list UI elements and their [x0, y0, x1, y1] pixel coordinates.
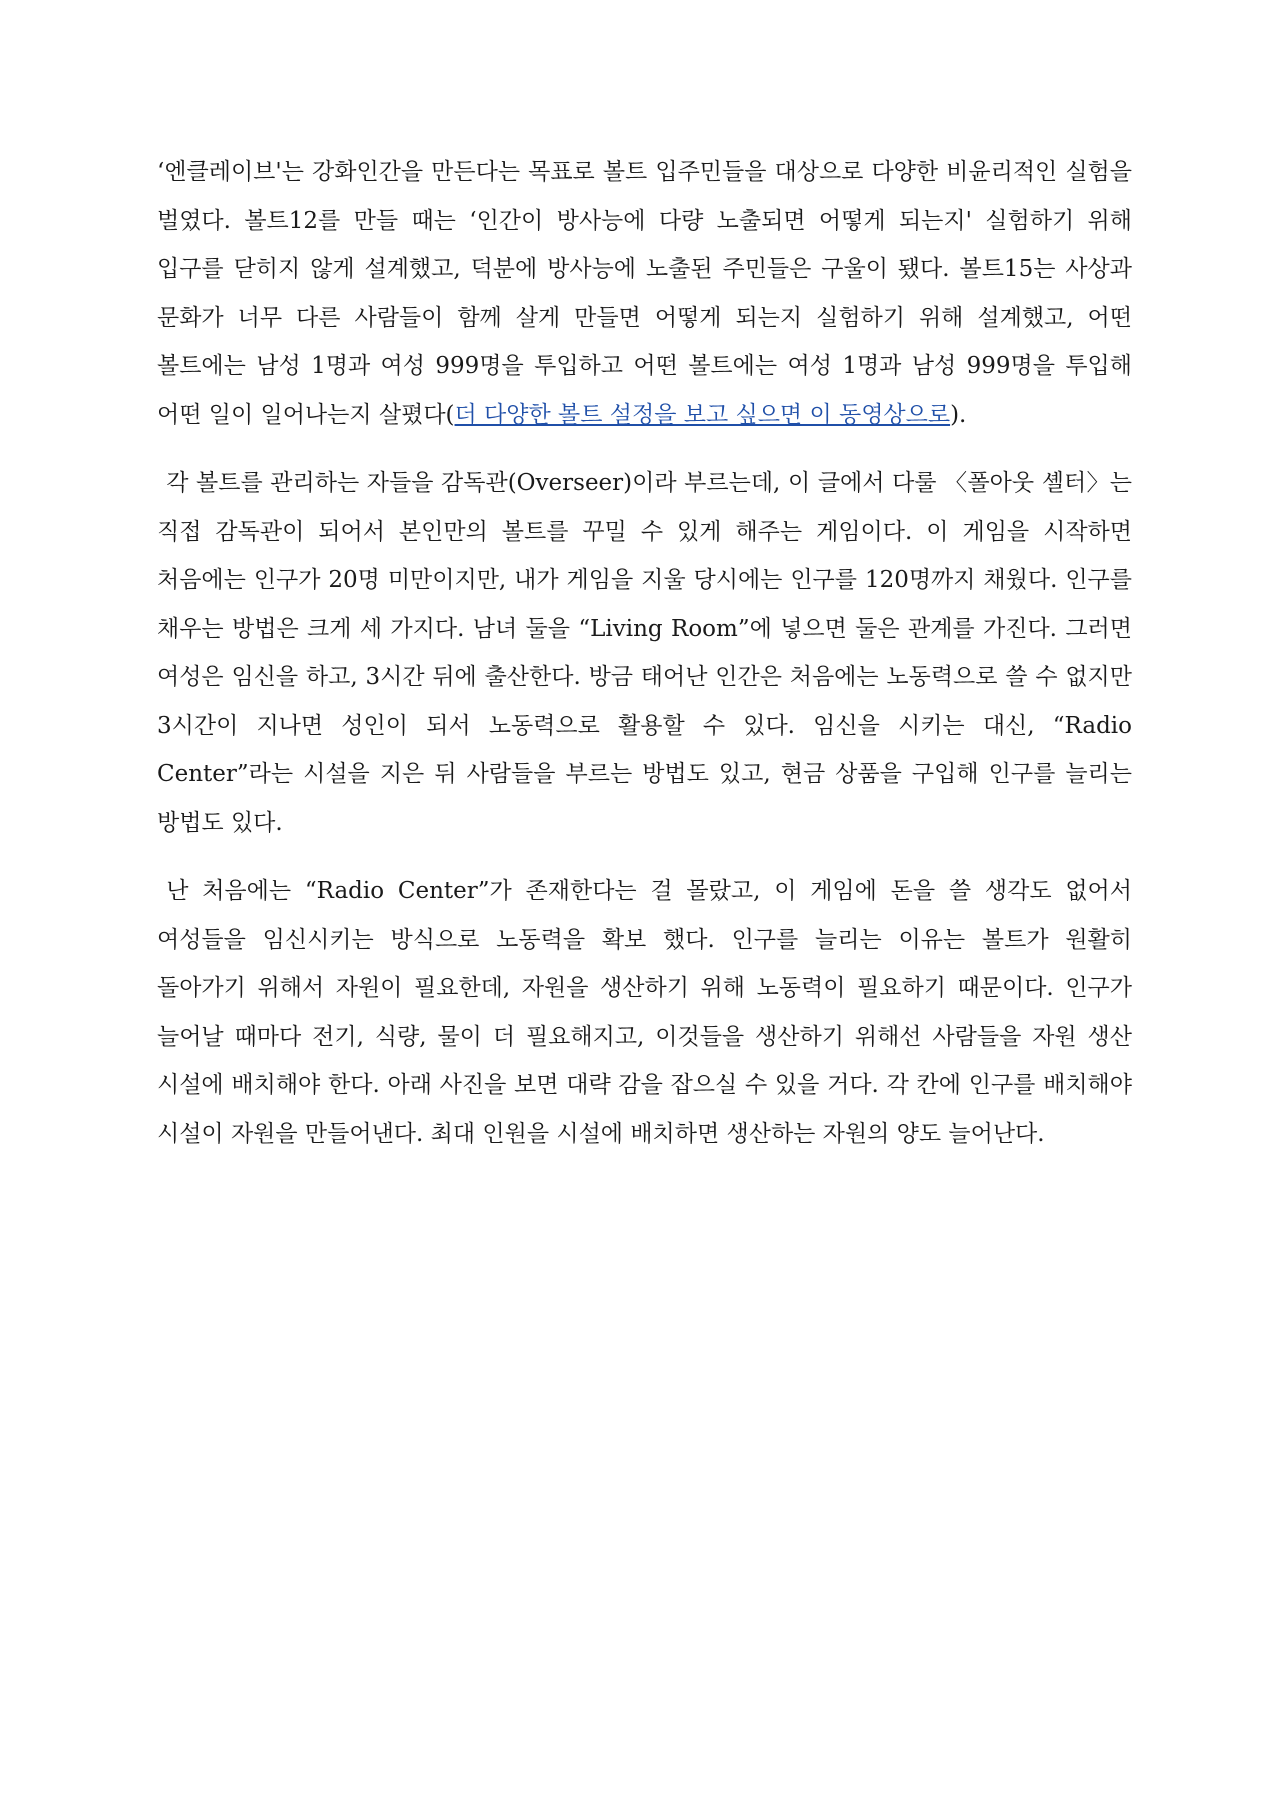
- paragraph-enclave-closing: ).: [950, 401, 967, 428]
- paragraph-overseer: 각 볼트를 관리하는 자들을 감독관(Overseer)이라 부르는데, 이 글에서 다룰 〈폴아웃 셸터〉는 직접 감독관이 되어서 본인만의 볼트를 꾸밀 수 있게 해주는 게임이다. 이 게임을 시작하면 처음에는 인구가 20명 미만이지만, 내가 게임을 지울 당시에는 인구를 120명까지 채웠다. 인구를 채우는 방법은 크게 세 가지다. 남녀 둘을 “Living Room”에 넣으면 둘은 관계를 가진다. 그러면 여성은 임신을 하고, 3시간 뒤에 출산한다. 방금 태어난 인간은 처음에는 노동력으로 쓸 수 없지만 3시간이 지나면 성인이 되서 노동력으로 활용할 수 있다. 임신을 시키는 대신, “Radio Center”라는 시설을 지은 뒤 사람들을 부르는 방법도 있고, 현금 상품을 구입해 인구를 늘리는 방법도 있다.: [157, 470, 1132, 836]
- paragraph-enclave-text: ‘엔클레이브'는 강화인간을 만든다는 목표로 볼트 입주민들을 대상으로 다양한 비윤리적인 실험을 벌였다. 볼트12를 만들 때는 ‘인간이 방사능에 다량 노출되면 어떻게 되는지' 실험하기 위해 입구를 닫히지 않게 설계했고, 덕분에 방사능에 노출된 주민들은 구울이 됐다. 볼트15는 사상과 문화가 너무 다른 사람들이 함께 살게 만들면 어떻게 되는지 실험하기 위해 설계했고, 어떤 볼트에는 남성 1명과 여성 999명을 투입하고 어떤 볼트에는 여성 1명과 남성 999명을 투입해 어떤 일이 일어나는지 살폈다(: [157, 159, 1132, 428]
- paragraph-enclave: [157, 148, 1132, 439]
- paragraph-radio-center: 난 처음에는 “Radio Center”가 존재한다는 걸 몰랐고, 이 게임에 돈을 쓸 생각도 없어서 여성들을 임신시키는 방식으로 노동력을 확보 했다. 인구를 늘리는 이유는 볼트가 원활히 돌아가기 위해서 자원이 필요한데, 자원을 생산하기 위해 노동력이 필요하기 때문이다. 인구가 늘어날 때마다 전기, 식량, 물이 더 필요해지고, 이것들을 생산하기 위해선 사람들을 자원 생산 시설에 배치해야 한다. 아래 사진을 보면 대략 감을 잡으실 수 있을 거다. 각 칸에 인구를 배치해야 시설이 자원을 만들어낸다. 최대 인원을 시설에 배치하면 생산하는 자원의 양도 늘어난다.: [157, 878, 1132, 1147]
- vault-video-link[interactable]: 더 다양한 볼트 설정을 보고 싶으면 이 동영상으로: [454, 401, 951, 428]
- document-body: [157, 148, 1132, 1178]
